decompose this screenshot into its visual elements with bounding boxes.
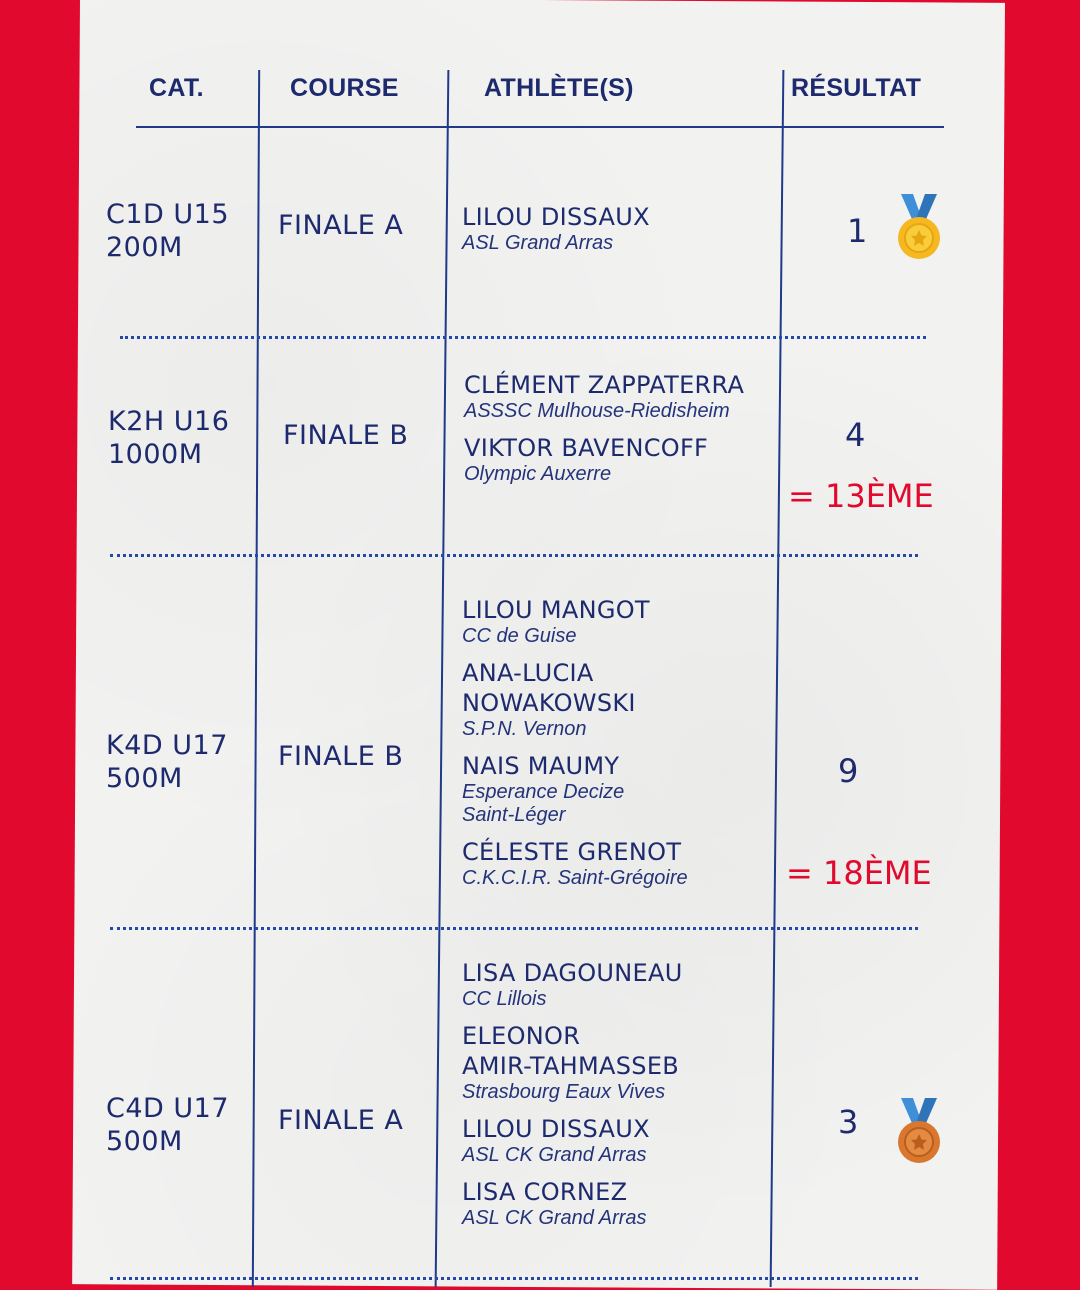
athlete-name: LILOU DISSAUX	[462, 203, 650, 231]
ranking-label: = 13ÈME	[788, 477, 934, 515]
athlete-name: LILOU DISSAUX	[462, 1115, 650, 1143]
category-label: C4D U17 500M	[106, 1093, 230, 1157]
gold-medal-icon	[893, 192, 945, 264]
athlete-club: ASSSC Mulhouse-Riedisheim	[464, 400, 730, 422]
athlete-name: ANA-LUCIA NOWAKOWSKI	[462, 659, 636, 717]
athlete-club: S.P.N. Vernon	[462, 718, 587, 740]
result-value: 1	[847, 212, 868, 250]
course-label: FINALE A	[278, 1105, 404, 1136]
athlete-list	[462, 202, 772, 265]
athlete-club: Esperance Decize Saint-Léger	[462, 781, 625, 826]
athlete-club: ASL CK Grand Arras	[462, 1144, 647, 1166]
athlete-club: Strasbourg Eaux Vives	[462, 1081, 666, 1103]
athlete-club: CC de Guise	[462, 625, 577, 647]
header-cat: CAT.	[149, 74, 204, 102]
athlete-name: CLÉMENT ZAPPATERRA	[464, 371, 745, 399]
athlete-list	[462, 595, 772, 900]
row-separator	[110, 1277, 918, 1280]
course-label: FINALE A	[278, 210, 404, 241]
header-result: RÉSULTAT	[791, 74, 922, 102]
bronze-medal-icon	[893, 1096, 945, 1168]
athlete-name: VIKTOR BAVENCOFF	[464, 434, 709, 462]
athlete-name: LISA CORNEZ	[462, 1178, 628, 1206]
result-value: 9	[838, 752, 859, 790]
ranking-label: = 18ÈME	[786, 854, 932, 892]
athlete-club: ASL Grand Arras	[462, 232, 614, 254]
result-value: 4	[845, 416, 866, 454]
row-separator	[110, 554, 918, 557]
athlete-name: LISA DAGOUNEAU	[462, 959, 683, 987]
athlete-name: ELEONOR AMIR-TAHMASSEB	[462, 1022, 680, 1080]
course-label: FINALE B	[283, 420, 409, 451]
result-value: 3	[838, 1103, 859, 1141]
row-separator	[120, 336, 926, 339]
athlete-name: LILOU MANGOT	[462, 596, 650, 624]
athlete-list	[464, 370, 774, 496]
athlete-club: CC Lillois	[462, 988, 547, 1010]
athlete-club: Olympic Auxerre	[464, 463, 612, 485]
athlete-club: ASL CK Grand Arras	[462, 1207, 647, 1229]
header-course: COURSE	[290, 74, 399, 102]
course-label: FINALE B	[278, 741, 404, 772]
category-label: C1D U15 200M	[106, 199, 230, 263]
athlete-name: NAIS MAUMY	[462, 752, 620, 780]
athlete-list	[462, 958, 772, 1240]
category-label: K2H U16 1000M	[108, 406, 230, 470]
header-athletes: ATHLÈTE(S)	[484, 74, 634, 102]
athlete-name: CÉLESTE GRENOT	[462, 838, 682, 866]
row-separator	[110, 927, 918, 930]
category-label: K4D U17 500M	[106, 730, 228, 794]
athlete-club: C.K.C.I.R. Saint-Grégoire	[462, 867, 688, 889]
